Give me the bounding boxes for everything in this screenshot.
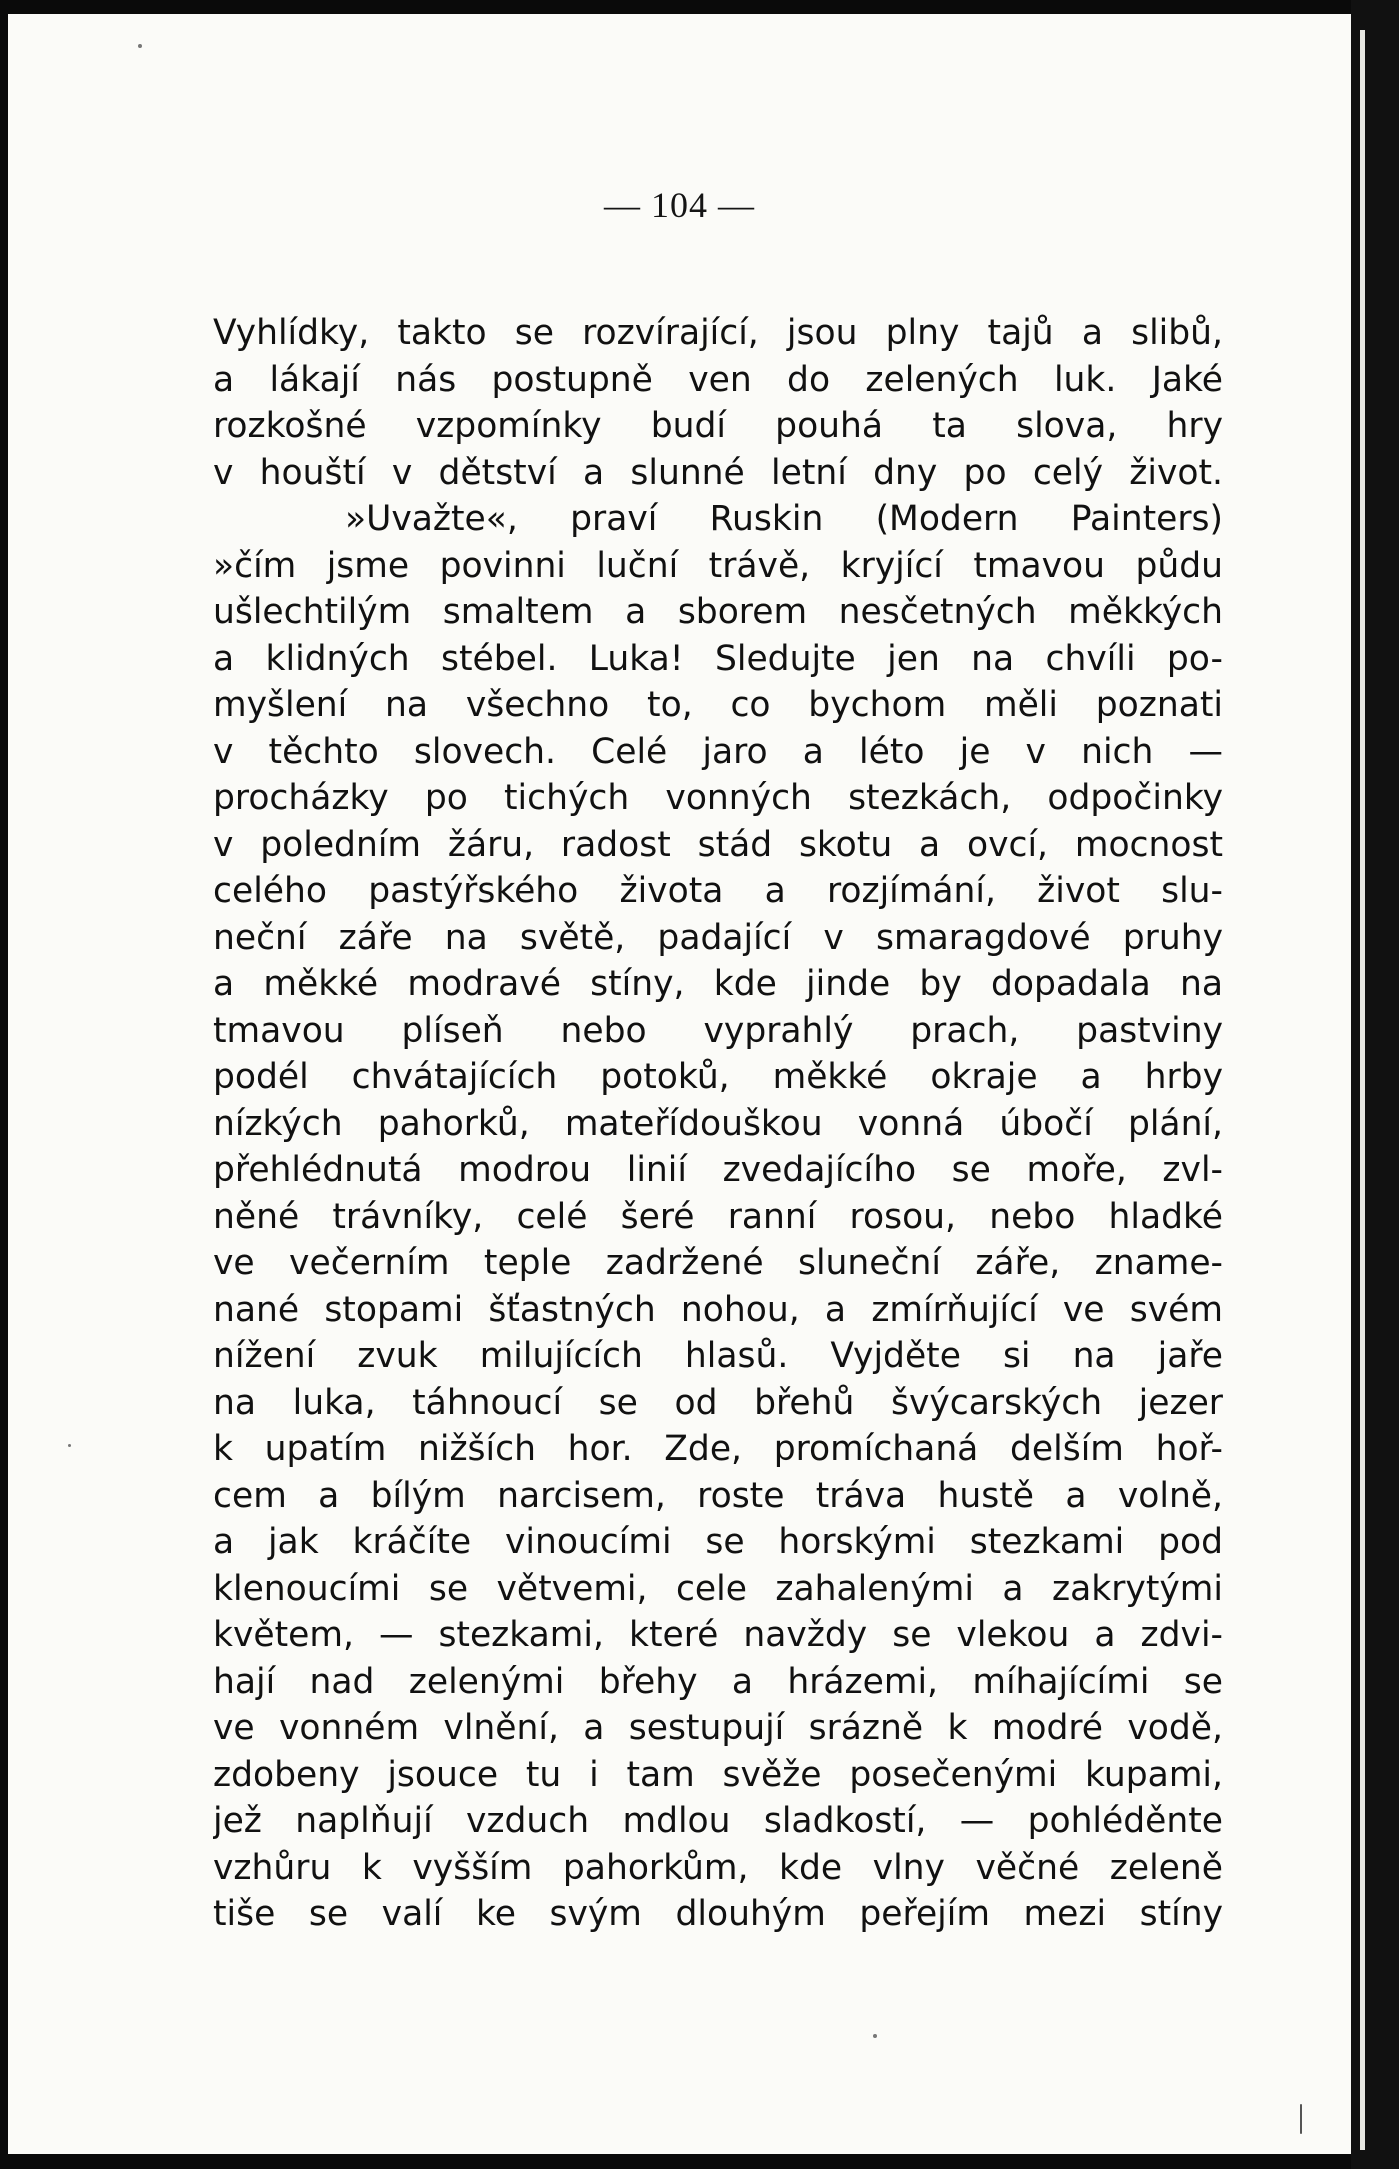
text-line: a lákají nás postupně ven do zelených luk. Jaké: [213, 359, 1223, 400]
text-line: neční záře na světě, padající v smaragdové pruhy: [213, 917, 1223, 958]
text-line: hají nad zelenými břehy a hrázemi, míhajícími se: [213, 1661, 1223, 1702]
text-line: myšlení na všechno to, co bychom měli poznati: [213, 685, 1223, 725]
text-line: tmavou plíseň nebo vyprahlý prach, pastviny: [213, 1010, 1223, 1051]
text-line: a klidných stébel. Luka! Sledujte jen na chvíli po-: [213, 638, 1223, 679]
text-line: podél chvátajících potoků, měkké okraje a hrby: [213, 1057, 1223, 1097]
text-line: a měkké modravé stíny, kde jinde by dopadala na: [213, 964, 1223, 1004]
page-number: — 104 —: [604, 185, 755, 225]
text-line: v houští v dětství a slunné letní dny po celý život.: [213, 452, 1223, 493]
book-page: [8, 14, 1351, 2154]
text-line: klenoucími se větvemi, cele zahalenými a zakrytými: [213, 1568, 1223, 1609]
text-line: ve vonném vlnění, a sestupují srázně k modré vodě,: [213, 1708, 1223, 1748]
text-line: rozkošné vzpomínky budí pouhá ta slova, hry: [213, 406, 1223, 446]
page-edge-line: [1360, 30, 1365, 2150]
paper-speck: [1300, 2104, 1302, 2134]
page-right-edge: [1351, 0, 1399, 2169]
text-line: jež naplňují vzduch mdlou sladkostí, — pohléděnte: [213, 1801, 1223, 1841]
text-line: přehlédnutá modrou linií zvedajícího se moře, zvl-: [213, 1150, 1223, 1190]
paper-speck: [138, 44, 142, 48]
text-line: nízkých pahorků, mateřídouškou vonná úbočí plání,: [213, 1103, 1223, 1144]
text-line: ve večerním teple zadržené sluneční záře, zname-: [213, 1243, 1223, 1283]
text-line-indented: »Uvažte«, praví Ruskin (Modern Painters): [345, 499, 1223, 539]
text-line: Vyhlídky, takto se rozvírající, jsou plny tajů a slibů,: [213, 313, 1223, 353]
text-line: něné trávníky, celé šeré ranní rosou, nebo hladké: [213, 1196, 1223, 1237]
text-line: procházky po tichých vonných stezkách, odpočinky: [213, 778, 1223, 818]
text-line: v poledním žáru, radost stád skotu a ovcí, mocnost: [213, 824, 1223, 865]
text-line: vzhůru k vyšším pahorkům, kde vlny věčné zeleně: [213, 1847, 1223, 1888]
text-line: tiše se valí ke svým dlouhým peřejím mezi stíny: [213, 1894, 1223, 1934]
text-line: nané stopami šťastných nohou, a zmírňující ve svém: [213, 1289, 1223, 1330]
text-line: nížení zvuk milujících hlasů. Vyjděte si na jaře: [213, 1336, 1223, 1376]
paper-speck: [68, 1444, 71, 1447]
text-line: k upatím nižších hor. Zde, promíchaná delším hoř-: [213, 1429, 1223, 1469]
text-line: ušlechtilým smaltem a sborem nesčetných měkkých: [213, 592, 1223, 632]
paper-speck: [873, 2034, 877, 2038]
text-line: a jak kráčíte vinoucími se horskými stezkami pod: [213, 1522, 1223, 1562]
text-line: květem, — stezkami, které navždy se vlekou a zdvi-: [213, 1615, 1223, 1655]
body-text: [213, 310, 1223, 1938]
text-line: zdobeny jsouce tu i tam svěže posečenými kupami,: [213, 1754, 1223, 1795]
text-line: »čím jsme povinni luční trávě, kryjící tmavou půdu: [213, 545, 1223, 586]
text-line: celého pastýřského života a rozjímání, život slu-: [213, 871, 1223, 911]
text-line: cem a bílým narcisem, roste tráva hustě a volně,: [213, 1475, 1223, 1516]
text-line: v těchto slovech. Celé jaro a léto je v nich —: [213, 731, 1223, 772]
text-line: na luka, táhnoucí se od břehů švýcarských jezer: [213, 1382, 1223, 1423]
